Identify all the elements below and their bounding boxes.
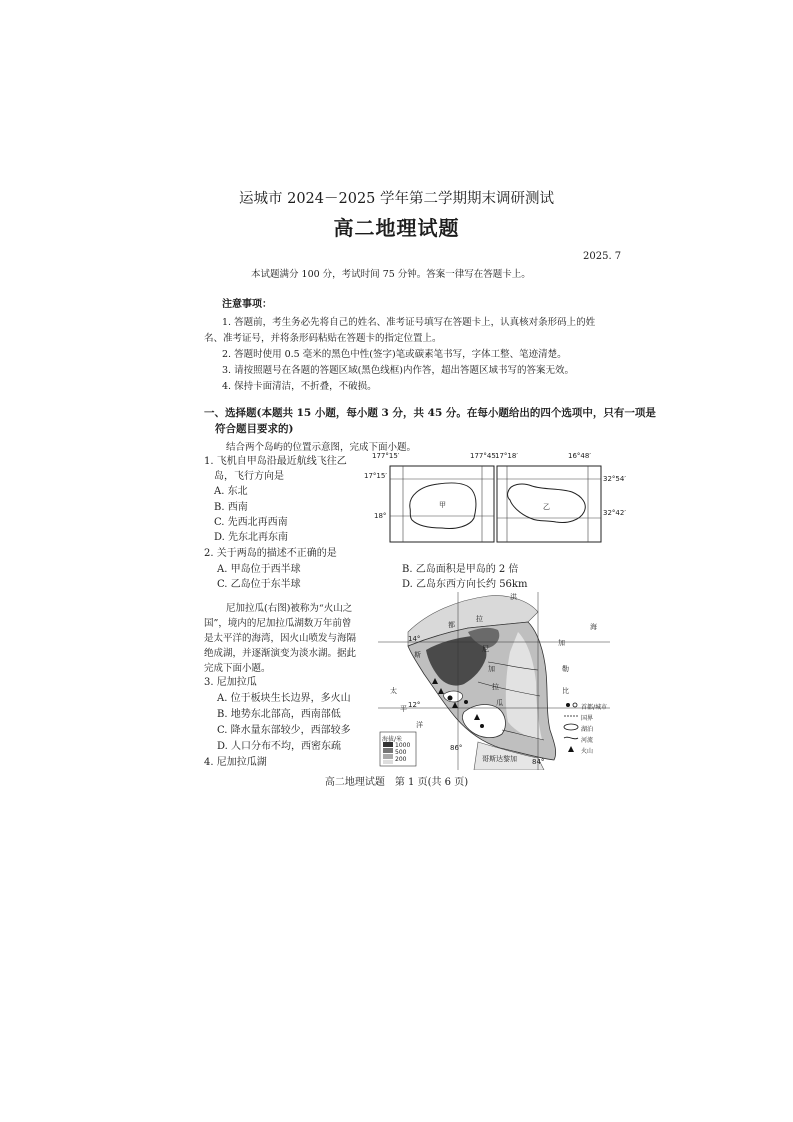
region-label-gua: 瓜: [496, 699, 503, 707]
lon-label-86: 86°: [450, 744, 463, 752]
lat-label-1: 17°15′: [364, 472, 387, 480]
nicaragua-map-svg: [378, 592, 610, 770]
q2-option-c: C. 乙岛位于东半球: [217, 579, 301, 590]
region-label-hai: 海: [590, 623, 597, 631]
q2-option-a: A. 甲岛位于西半球: [217, 564, 301, 575]
lat-label-4: 32°42′: [603, 509, 626, 517]
exam-info: 本试题满分 100 分，考试时间 75 分钟。答案一律写在答题卡上。: [251, 269, 531, 280]
legend-capital-city: 首都/城市: [581, 704, 608, 711]
q3-option-b: B. 地势东北部高，西南部低: [217, 709, 341, 720]
legend-lake: 湖泊: [581, 726, 594, 733]
note-line-4: 3. 请按照题号在各题的答题区域(黑色线框)内作答，超出答题区域书写的答案无效。: [222, 365, 574, 376]
region-label-costa-rica: 哥斯达黎加: [482, 755, 517, 763]
region-label-le: 勒: [562, 665, 569, 673]
q2-stem: 2. 关于两岛的描述不正确的是: [204, 548, 337, 559]
region-label-si: 斯: [414, 651, 421, 659]
exam-title: 运城市 2024－2025 学年第二学期期末调研测试: [238, 191, 555, 207]
elevation-legend-title: 海拔/米: [382, 736, 403, 743]
section1-intro: 结合两个岛屿的位置示意图，完成下面小题。: [226, 442, 417, 453]
q3-option-c: C. 降水量东部较少，西部较多: [217, 725, 351, 736]
q3-option-d: D. 人口分布不均，西密东疏: [217, 741, 342, 752]
island-b-label: 乙: [543, 503, 550, 511]
q2-option-b: B. 乙岛面积是甲岛的 2 倍: [402, 564, 519, 575]
legend-river: 河流: [581, 737, 594, 744]
lon-label-84: 84°: [532, 758, 545, 766]
subject-title: 高二地理试题: [333, 216, 460, 240]
island-map-figure: [360, 452, 625, 548]
lat-label-2: 18°: [374, 512, 387, 520]
elevation-tick-500: 500: [395, 749, 407, 756]
q4-stem: 4. 尼加拉瓜湖: [204, 757, 267, 768]
nicaragua-intro-line3: 是太平洋的海湾，因火山喷发与海隔: [204, 633, 357, 644]
region-label-jia-2: 加: [558, 639, 565, 647]
region-label-jia-1: 加: [488, 665, 495, 673]
note-line-3: 2. 答题时使用 0.5 毫米的黑色中性(签字)笔或碳素笔书写，字体工整、笔迹清楚。: [222, 349, 567, 360]
lon-label-1: 177°15′: [372, 452, 400, 460]
region-label-hong: 洪: [510, 593, 517, 601]
region-label-ni: 尼: [482, 645, 489, 653]
region-label-yang: 洋: [416, 721, 423, 729]
section1-heading-line1: 一、选择题(本题共 15 小题，每小题 3 分，共 45 分。在每小题给出的四个选项中，只有一项是: [204, 407, 656, 419]
island-map-svg: [360, 452, 625, 548]
nicaragua-map-figure: [378, 592, 610, 770]
q3-stem: 3. 尼加拉瓜: [204, 677, 257, 688]
legend-border: 国界: [581, 715, 594, 722]
region-label-du: 都: [448, 621, 455, 629]
note-line-1: 1. 答题前，考生务必先将自己的姓名、准考证号填写在答题卡上，认真核对条形码上的姓: [222, 317, 596, 328]
page-footer: 高二地理试题 第 1 页(共 6 页): [324, 777, 469, 788]
section1-heading-line2: 符合题目要求的): [215, 423, 294, 435]
nicaragua-intro-line2: 国”，境内的尼加拉瓜湖数万年前曾: [204, 618, 352, 629]
lon-label-3: 17°18′: [495, 452, 518, 460]
region-label-ping: 平: [400, 705, 407, 713]
q3-option-a: A. 位于板块生长边界，多火山: [217, 693, 351, 704]
q1-stem-line2: 岛，飞行方向是: [214, 471, 284, 482]
lat-label-14: 14°: [408, 635, 421, 643]
region-label-la-2: 拉: [492, 683, 499, 691]
q1-option-d: D. 先东北再东南: [214, 532, 289, 543]
q1-stem-line1: 1. 飞机自甲岛沿最近航线飞往乙: [204, 456, 347, 467]
region-label-tai: 太: [390, 687, 397, 695]
lon-label-4: 16°48′: [568, 452, 591, 460]
exam-date: 2025. 7: [583, 251, 622, 262]
lat-label-12: 12°: [408, 701, 421, 709]
q1-option-c: C. 先西北再西南: [214, 517, 288, 528]
island-a-label: 甲: [439, 501, 446, 509]
q2-option-d: D. 乙岛东西方向长约 56km: [402, 579, 528, 590]
note-line-2: 名、准考证号，并将条形码粘贴在答题卡的指定位置上。: [204, 333, 442, 344]
q1-option-b: B. 西南: [214, 502, 248, 513]
nicaragua-intro-line5: 完成下面小题。: [204, 663, 271, 674]
nicaragua-intro-line4: 绝成湖，并逐渐演变为淡水湖。据此: [204, 648, 357, 659]
lat-label-3: 32°54′: [603, 475, 626, 483]
legend-volcano: 火山: [581, 748, 594, 755]
note-line-5: 4. 保持卡面清洁，不折叠，不破损。: [222, 381, 377, 392]
elevation-tick-1000: 1000: [395, 742, 411, 749]
q1-option-a: A. 东北: [214, 486, 248, 497]
elevation-tick-200: 200: [395, 756, 407, 763]
nicaragua-intro-line1: 尼加拉瓜(右图)被称为“火山之: [226, 603, 353, 614]
notes-heading: 注意事项：: [222, 299, 272, 310]
lon-label-2: 177°45′: [470, 452, 498, 460]
region-label-la-1: 拉: [476, 615, 483, 623]
region-label-bi: 比: [562, 687, 569, 695]
